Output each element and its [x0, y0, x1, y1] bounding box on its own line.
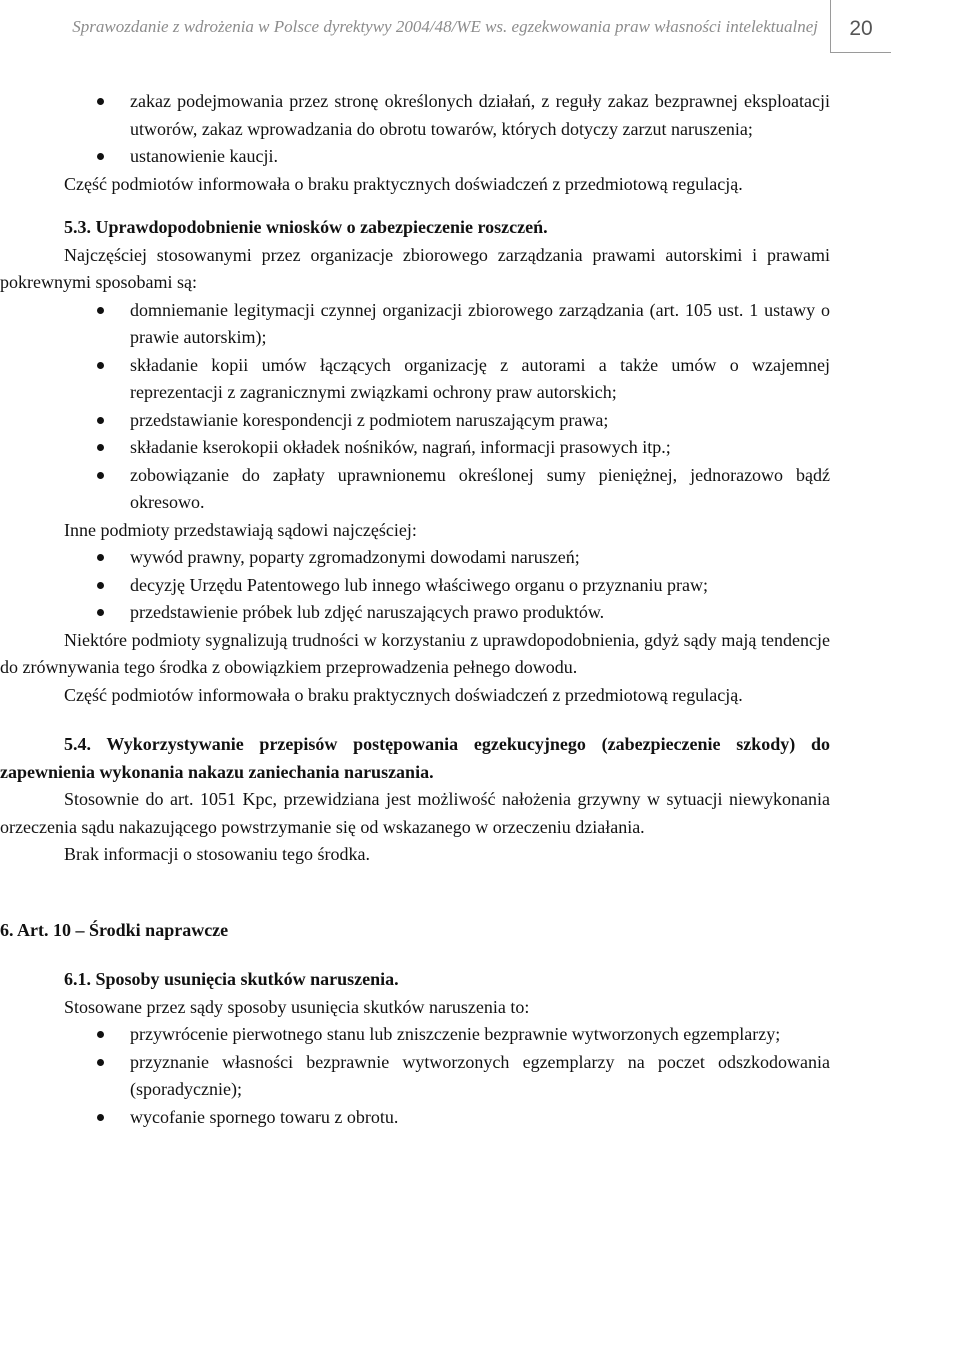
- page-number: 20: [830, 0, 891, 53]
- header-title: Sprawozdanie z wdrożenia w Polsce dyrektywy 2004/48/WE ws. egzekwowania praw własności intelektualnej: [72, 17, 818, 36]
- paragraph: Brak informacji o stosowaniu tego środka.: [64, 844, 370, 864]
- bullet-item: [0, 352, 830, 407]
- bullet-text: składanie kopii umów łączących organizację z autorami a także umów o wzajemnej reprezentacji z zagranicznymi związkami ochrony praw autorskich;: [130, 354, 830, 402]
- paragraph: Część podmiotów informowała o braku praktycznych doświadczeń z przedmiotową regulacją.: [64, 173, 743, 194]
- document-body: [0, 88, 830, 1131]
- bullet-text: domniemanie legitymacji czynnej organizacji zbiorowego zarządzania (art. 105 ust. 1 ustawy o prawie autorskim);: [130, 299, 830, 347]
- bullet-icon: [97, 153, 104, 160]
- bullet-icon: [97, 417, 104, 424]
- section-heading: 5.3. Uprawdopodobnienie wniosków o zabezpieczenie roszczeń.: [64, 217, 548, 237]
- bullet-item: [0, 462, 830, 517]
- bullet-text: składanie kserokopii okładek nośników, nagrań, informacji prasowych itp.;: [130, 437, 671, 457]
- paragraph: Część podmiotów informowała o braku praktycznych doświadczeń z przedmiotową regulacją.: [64, 684, 743, 705]
- page-header: [0, 0, 960, 60]
- bullet-text: decyzję Urzędu Patentowego lub innego właściwego organu o przyznaniu praw;: [130, 574, 708, 595]
- paragraph: Stosowane przez sądy sposoby usunięcia skutków naruszenia to:: [64, 996, 530, 1017]
- bullet-item: [0, 544, 830, 572]
- bullet-text: przyznanie własności bezprawnie wytworzonych egzemplarzy na poczet odszkodowania (sporadycznie);: [130, 1051, 830, 1099]
- bullet-item: [0, 572, 830, 600]
- bullet-text: wywód prawny, poparty zgromadzonymi dowodami naruszeń;: [130, 547, 580, 567]
- bullet-item: [0, 1049, 830, 1104]
- bullet-item: [0, 434, 830, 462]
- bullet-icon: [97, 1114, 104, 1121]
- bullet-item: [0, 599, 830, 627]
- bullet-item: [0, 297, 830, 352]
- paragraph: Najczęściej stosowanymi przez organizacje zbiorowego zarządzania prawami autorskimi i prawami pokrewnymi sposobami są:: [0, 244, 830, 292]
- bullet-item: [0, 143, 830, 171]
- bullet-text: przywrócenie pierwotnego stanu lub zniszczenie bezprawnie wytworzonych egzemplarzy;: [130, 1024, 781, 1044]
- chapter-heading: 6. Art. 10 – Środki naprawcze: [0, 919, 229, 940]
- bullet-text: wycofanie spornego towaru z obrotu.: [130, 1106, 399, 1127]
- paragraph: Niektóre podmioty sygnalizują trudności w korzystaniu z uprawdopodobnienia, gdyż sądy mają tendencje do zrównywania tego środka z obowiązkiem przeprowadzenia pełnego dowodu.: [0, 629, 830, 677]
- bullet-text: przedstawianie korespondencji z podmiotem naruszającym prawa;: [130, 409, 609, 430]
- bullet-item: [0, 1104, 830, 1132]
- bullet-icon: [97, 1031, 104, 1038]
- bullet-icon: [97, 1059, 104, 1066]
- bullet-icon: [97, 582, 104, 589]
- bullet-icon: [97, 98, 104, 105]
- paragraph: Inne podmioty przedstawiają sądowi najczęściej:: [64, 519, 417, 540]
- section-heading: 5.4. Wykorzystywanie przepisów postępowania egzekucyjnego (zabezpieczenie szkody) do zapewnienia wykonania nakazu zaniechania naruszania.: [0, 734, 830, 782]
- bullet-icon: [97, 444, 104, 451]
- bullet-icon: [97, 362, 104, 369]
- bullet-icon: [97, 554, 104, 561]
- paragraph: Stosownie do art. 1051 Kpc, przewidziana jest możliwość nałożenia grzywny w sytuacji niewykonania orzeczenia sądu nakazującego powstrzymanie się od wskazanego w orzeczeniu działania.: [0, 789, 830, 837]
- bullet-icon: [97, 609, 104, 616]
- bullet-item: [0, 88, 830, 143]
- bullet-icon: [97, 472, 104, 479]
- bullet-item: [0, 407, 830, 435]
- bullet-icon: [97, 307, 104, 314]
- section-heading: 6.1. Sposoby usunięcia skutków naruszenia.: [64, 969, 399, 989]
- bullet-text: zobowiązanie do zapłaty uprawnionemu określonej sumy pieniężnej, jednorazowo bądź okresowo.: [130, 464, 830, 512]
- bullet-text: ustanowienie kaucji.: [130, 146, 278, 166]
- bullet-text: zakaz podejmowania przez stronę określonych działań, z reguły zakaz bezprawnej eksploatacji utworów, zakaz wprowadzania do obrotu towarów, których dotyczy zarzut naruszenia;: [130, 91, 830, 139]
- bullet-item: [0, 1021, 830, 1049]
- bullet-text: przedstawienie próbek lub zdjęć naruszających prawo produktów.: [130, 602, 605, 622]
